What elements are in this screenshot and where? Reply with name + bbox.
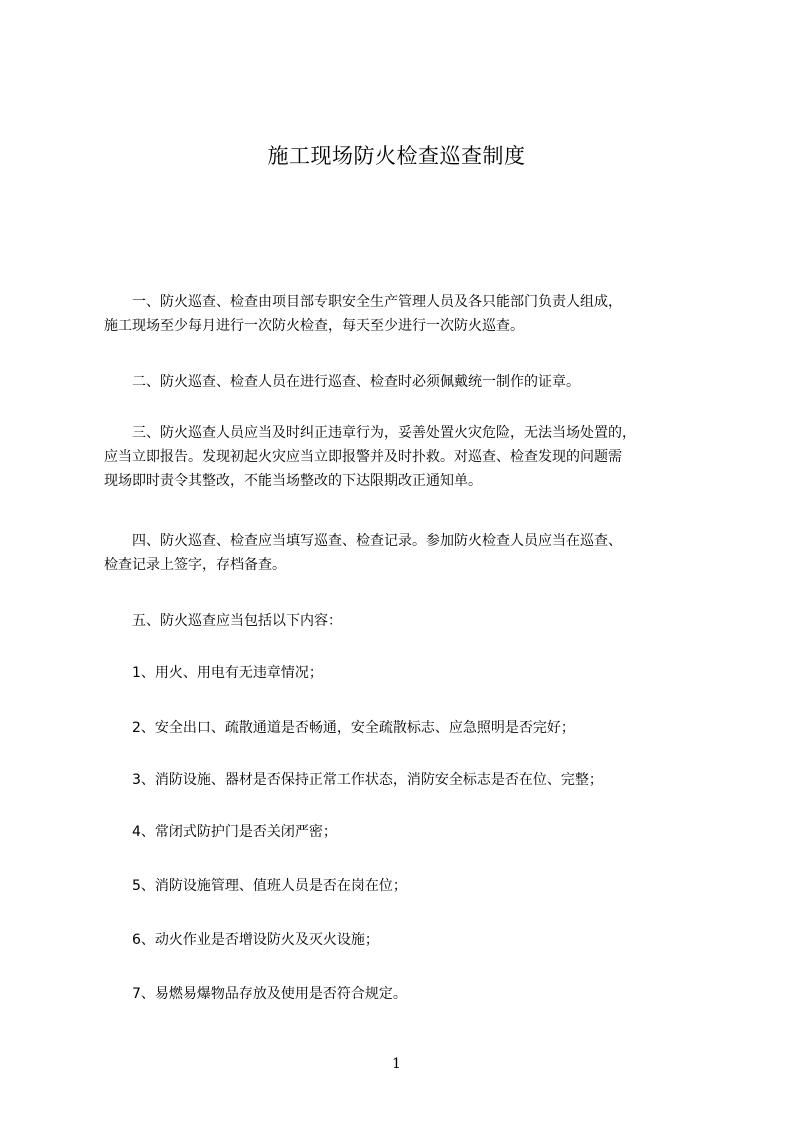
- document-title: 施工现场防火检查巡查制度: [267, 144, 526, 168]
- list-item-text: 6、动火作业是否增设防火及灭火设施；: [104, 932, 379, 948]
- paragraph-3: [104, 421, 704, 493]
- list-item-7: [104, 982, 704, 1006]
- list-item-text: 7、易燃易爆物品存放及使用是否符合规定。: [104, 986, 407, 1002]
- paragraph-line: 二、防火巡查、检查人员在进行巡查、检查时必须佩戴统一制作的证章。: [104, 374, 580, 390]
- page-number: 1: [392, 1056, 401, 1072]
- list-item-text: 3、消防设施、器材是否保持正常工作状态，消防安全标志是否在位、完整；: [104, 772, 603, 788]
- list-item-text: 4、常闭式防护门是否关闭严密；: [104, 824, 337, 840]
- paragraph-line: 施工现场至少每月进行一次防火检查，每天至少进行一次防火巡查。: [104, 318, 524, 334]
- list-item-5: [104, 874, 704, 898]
- paragraph-4: [104, 529, 704, 577]
- paragraph-line: 现场即时责令其整改，不能当场整改的下达限期改正通知单。: [104, 473, 482, 489]
- paragraph-line: 检查记录上签字，存档备查。: [104, 557, 286, 573]
- list-item-3: [104, 768, 704, 792]
- list-item-text: 2、安全出口、疏散通道是否畅通，安全疏散标志、应急照明是否完好；: [104, 720, 575, 736]
- list-item-text: 1、用火、用电有无违章情况；: [104, 665, 323, 681]
- paragraph-line: 一、防火巡查、检查由项目部专职安全生产管理人员及各只能部门负责人组成，: [104, 294, 622, 310]
- list-item-text: 5、消防设施管理、值班人员是否在岗在位；: [104, 878, 407, 894]
- paragraph-1: [104, 290, 704, 338]
- list-item-1: [104, 661, 704, 685]
- list-item-4: [104, 820, 704, 844]
- paragraph-5: [104, 609, 704, 633]
- paragraph-line: 三、防火巡查人员应当及时纠正违章行为，妥善处置火灾危险，无法当场处置的，: [104, 425, 636, 441]
- paragraph-line: 应当立即报告。发现初起火灾应当立即报警并及时扑救。对巡查、检查发现的问题需: [104, 449, 622, 465]
- list-item-6: [104, 928, 704, 952]
- paragraph-line: 四、防火巡查、检查应当填写巡查、检查记录。参加防火检查人员应当在巡查、: [104, 533, 622, 549]
- paragraph-2: [104, 370, 704, 394]
- paragraph-line: 五、防火巡查应当包括以下内容：: [104, 613, 342, 629]
- list-item-2: [104, 716, 704, 740]
